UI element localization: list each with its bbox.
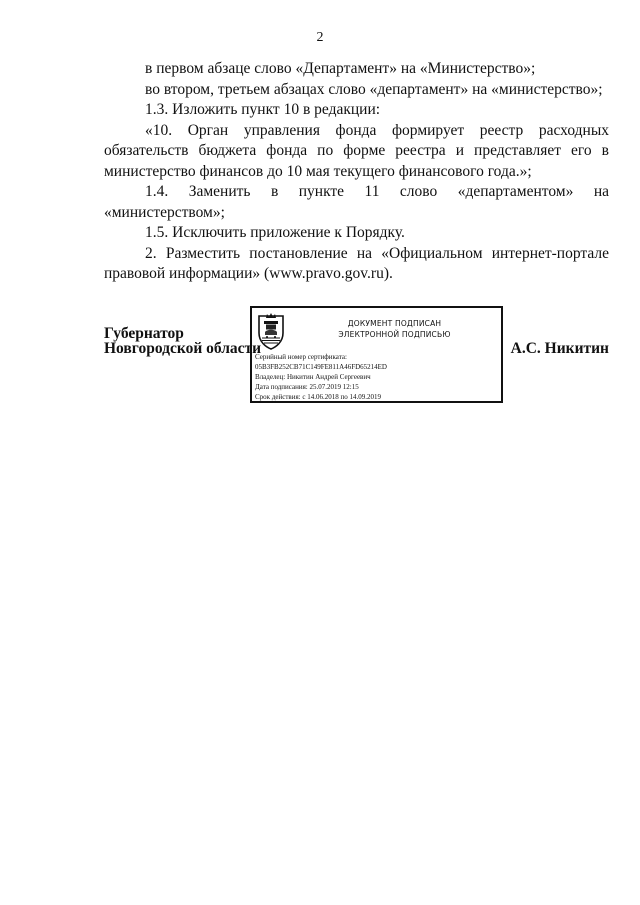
signature-block [104, 306, 609, 406]
stamp-serial-value: 05B3FB252CB71C149FE811A46FD65214ED [255, 363, 387, 371]
signer-position-line: Новгородской области [104, 340, 262, 357]
stamp-signed-date: Дата подписания: 25.07.2019 12:15 [255, 383, 359, 391]
stamp-details [255, 352, 500, 402]
body-paragraph: во втором, третьем абзацах слово «департамент» на «министерство»; [145, 80, 603, 98]
body-paragraph: 1.5. Исключить приложение к Порядку. [145, 224, 405, 241]
body-paragraph: 1.4. Заменить в пункте 11 слово «департаментом» на «министерством»; [104, 183, 609, 221]
body-paragraph: 1.3. Изложить пункт 10 в редакции: [145, 101, 381, 118]
coat-of-arms-icon [256, 312, 286, 350]
stamp-heading-line: ДОКУМЕНТ ПОДПИСАН [347, 319, 442, 328]
signer-position-line: Губернатор [104, 325, 184, 342]
body-paragraph: в первом абзаце слово «Департамент» на «Министерство»; [145, 60, 536, 77]
stamp-validity: Срок действия: с 14.06.2018 по 14.09.2019 [255, 393, 381, 401]
page-number: 2 [316, 30, 324, 45]
stamp-serial-label: Серийный номер сертификата: [255, 353, 347, 361]
electronic-signature-stamp [250, 306, 503, 403]
signer-name: А.С. Никитин [510, 340, 609, 357]
body-paragraph: 2. Разместить постановление на «Официальном интернет-портале правовой информации» (www.pravo.gov.ru). [104, 244, 609, 282]
stamp-heading [292, 318, 497, 340]
signer-position [104, 326, 261, 356]
stamp-heading-line: ЭЛЕКТРОННОЙ ПОДПИСЬЮ [338, 330, 451, 339]
document-body [104, 59, 609, 285]
body-paragraph: «10. Орган управления фонда формирует реестр расходных обязательств бюджета фонда по форме реестра и представляет его в министерство финансов до 10 мая текущего финансового года.»; [104, 121, 609, 180]
stamp-owner: Владелец: Никитин Андрей Сергеевич [255, 373, 371, 381]
